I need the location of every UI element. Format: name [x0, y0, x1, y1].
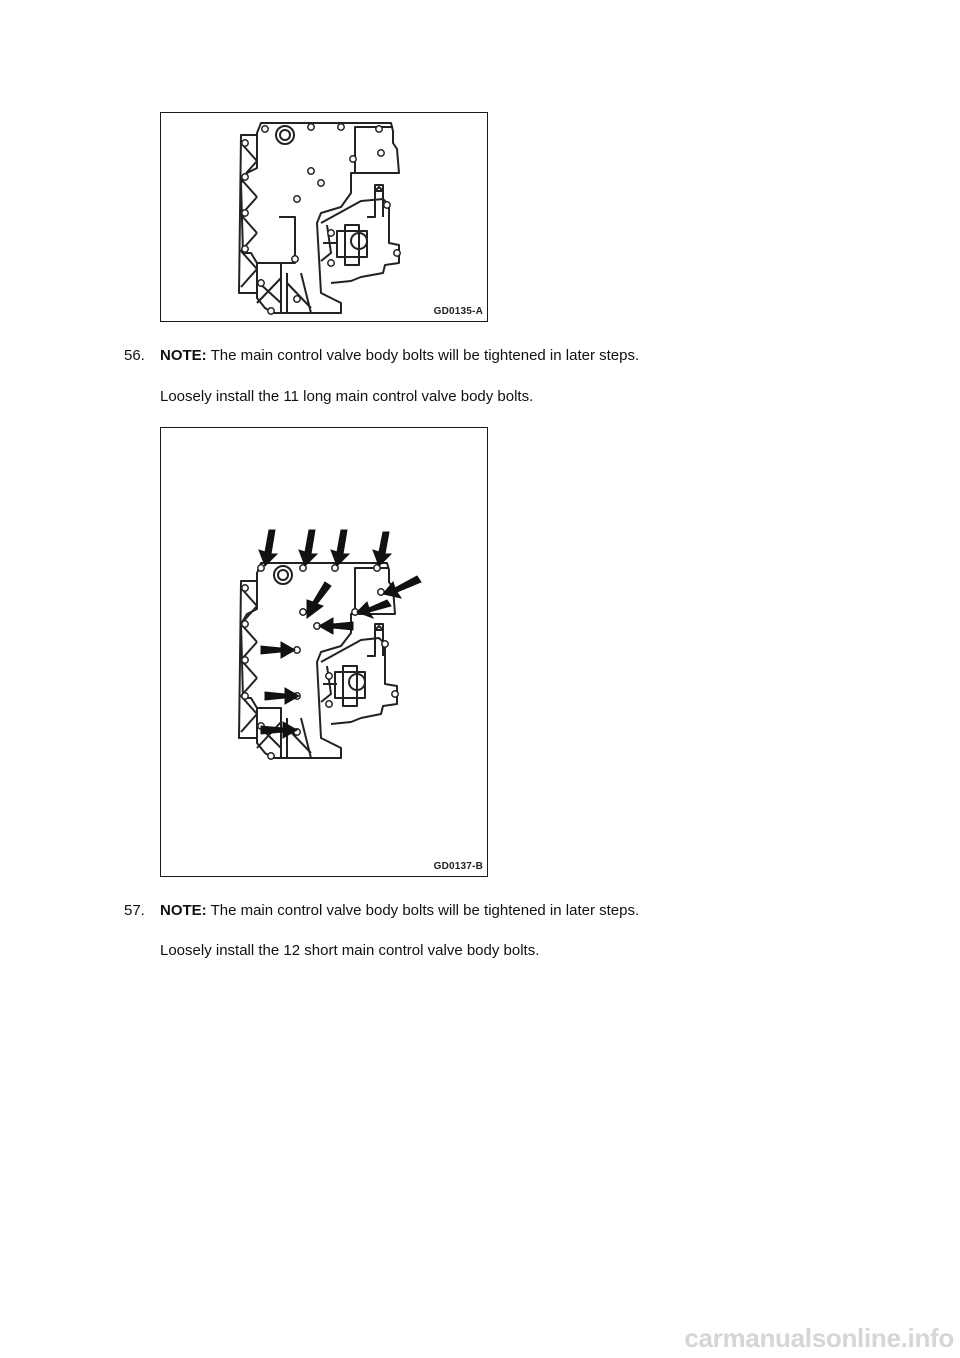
note-text: The main control valve body bolts will be tightened in later steps. — [206, 902, 640, 919]
note-label: NOTE: — [160, 347, 207, 364]
arrow-icon — [265, 688, 299, 704]
arrow-icon — [259, 530, 277, 566]
figure-code: GD0135-A — [433, 306, 483, 317]
figure-valve-body-2 — [160, 427, 488, 877]
step-number: 57. — [124, 902, 145, 919]
note-label: NOTE: — [160, 902, 207, 919]
valve-body-illustration-with-arrows — [161, 428, 489, 878]
arrow-icon — [261, 642, 295, 658]
figure-code: GD0137-B — [433, 861, 483, 872]
step-instruction: Loosely install the 11 long main control valve body bolts. — [160, 388, 534, 405]
arrow-icon — [319, 618, 353, 634]
watermark: carmanualsonline.info — [684, 1323, 954, 1353]
step-note — [160, 902, 639, 920]
figure-valve-body-1 — [160, 112, 488, 322]
arrow-icon — [307, 582, 331, 618]
arrow-icon — [373, 532, 391, 566]
note-text: The main control valve body bolts will be tightened in later steps. — [206, 347, 640, 364]
step-note — [160, 347, 639, 365]
step-instruction: Loosely install the 12 short main control valve body bolts. — [160, 942, 540, 959]
arrow-icon — [299, 530, 317, 566]
arrow-icon — [357, 600, 391, 618]
arrow-icon — [331, 530, 349, 566]
step-number: 56. — [124, 347, 145, 364]
valve-body-illustration — [161, 113, 489, 323]
